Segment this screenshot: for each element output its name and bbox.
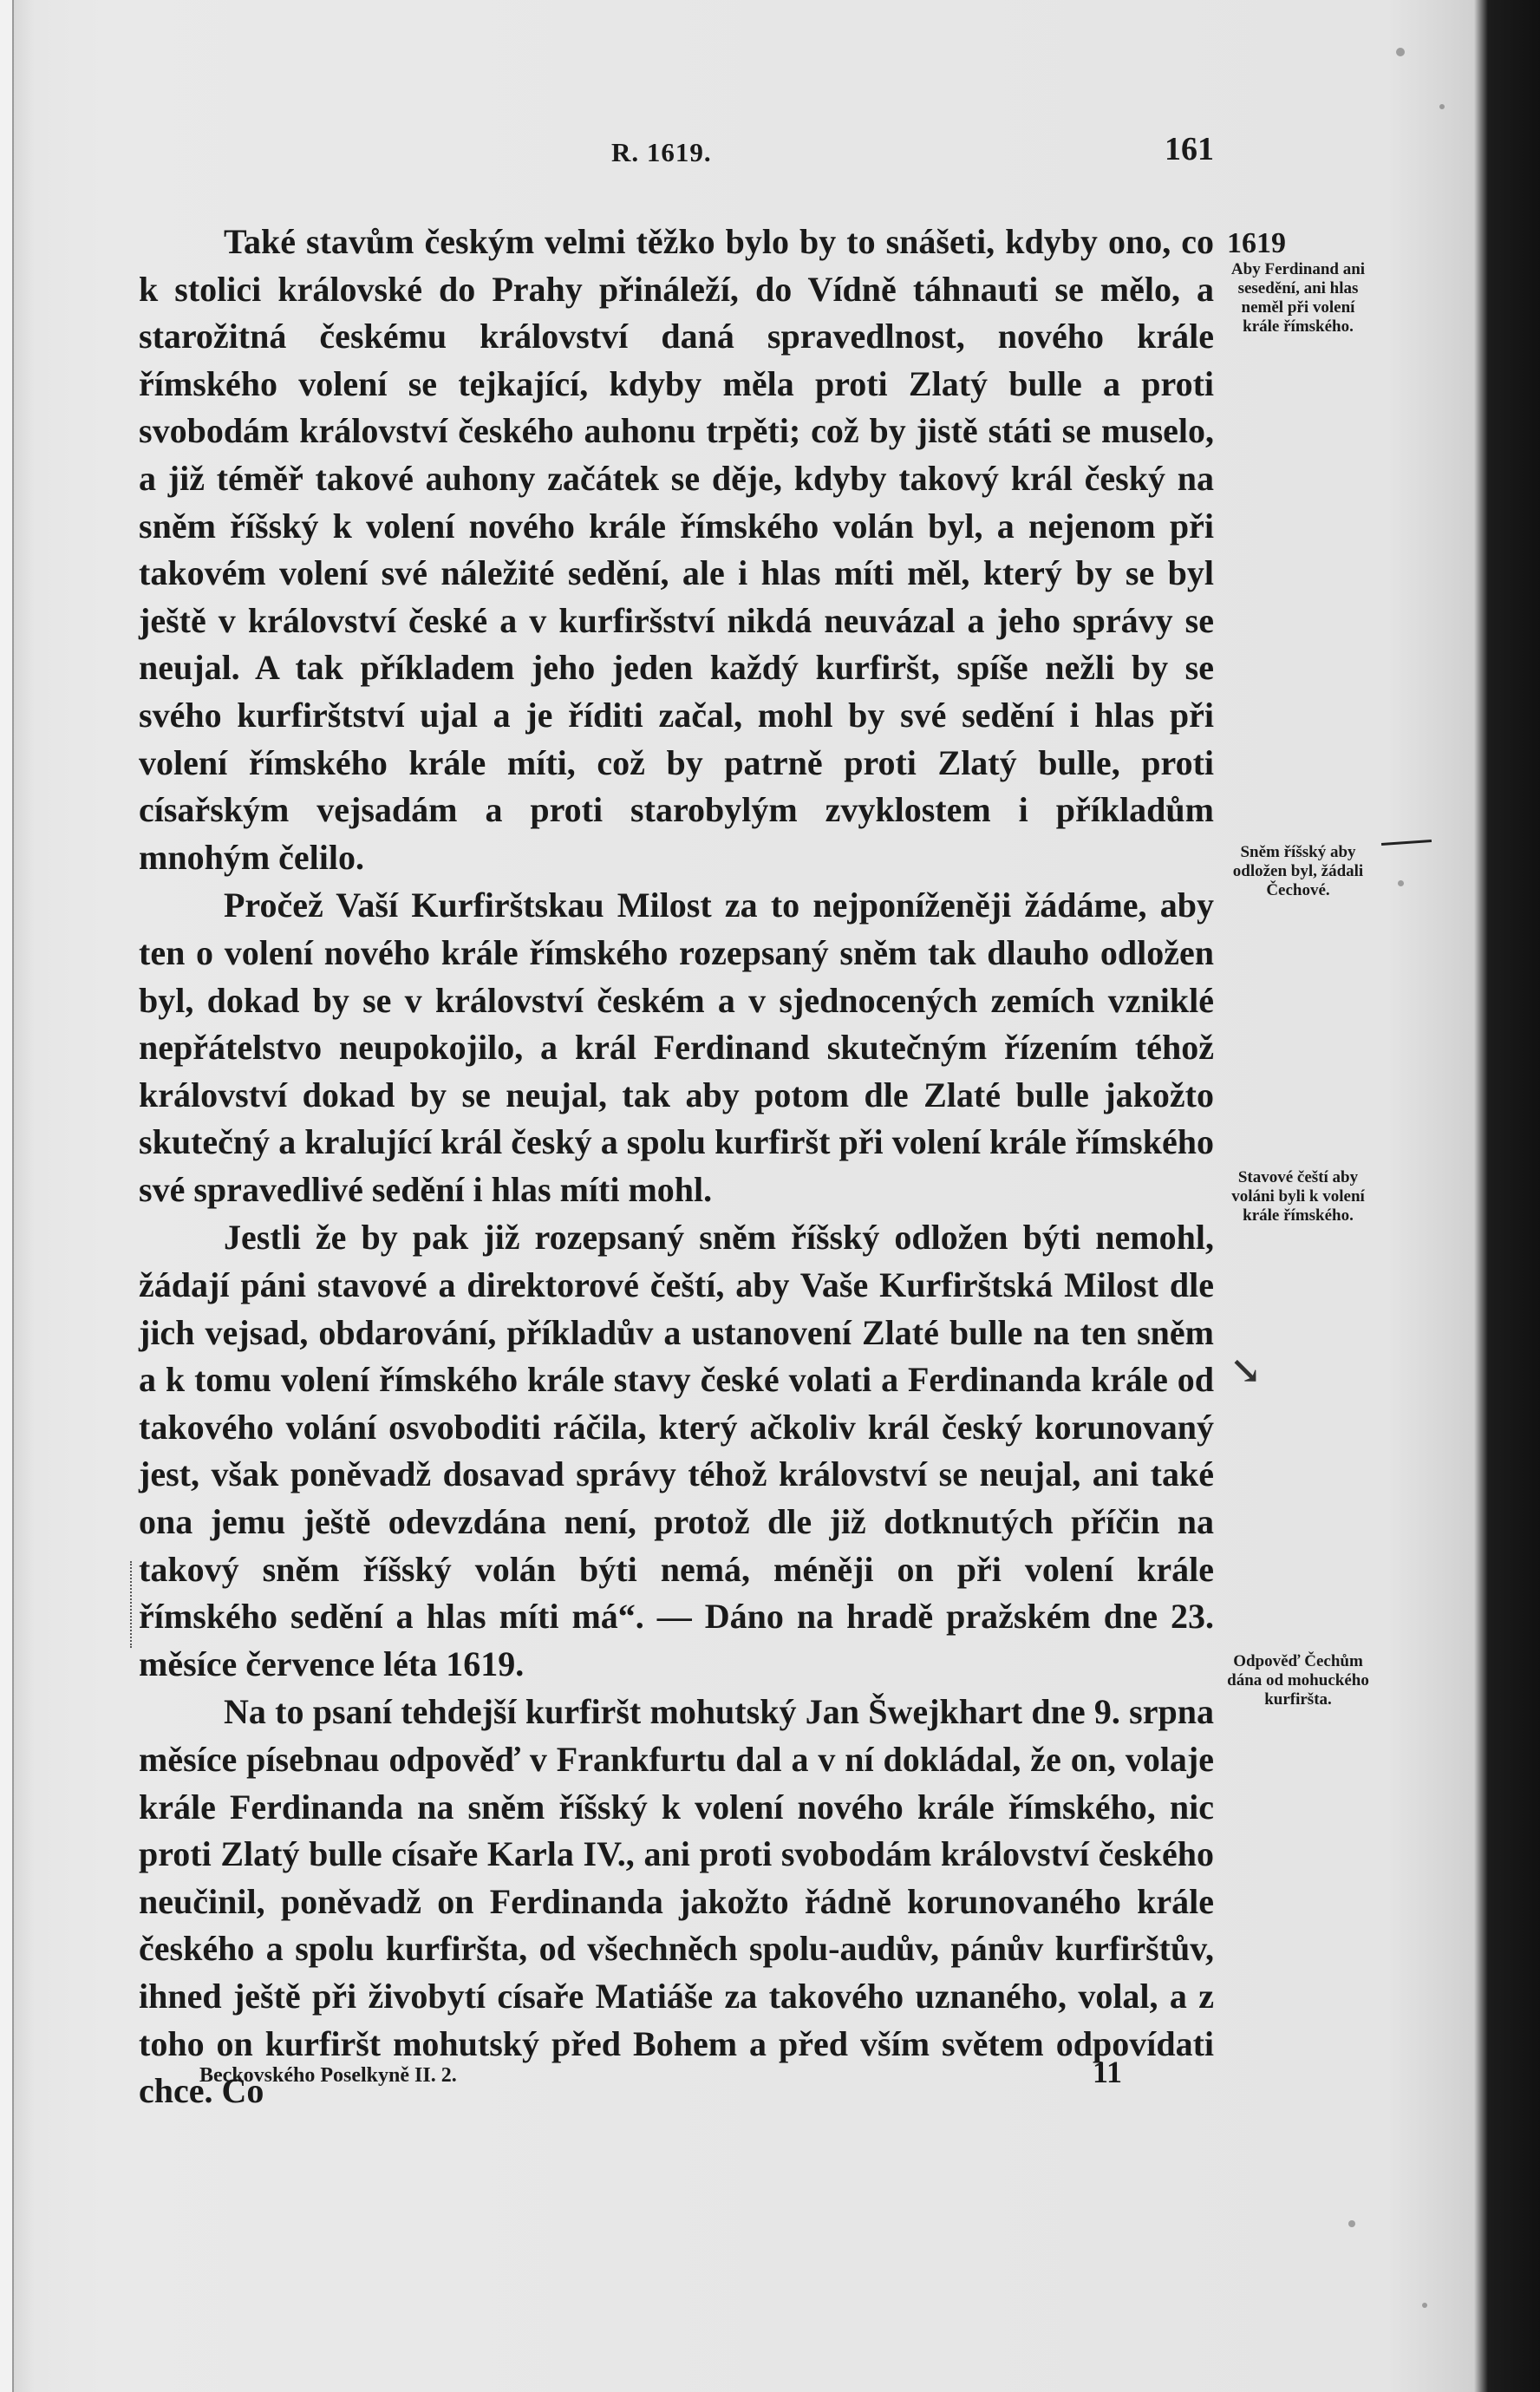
page-number: 161 xyxy=(1165,131,1214,167)
dust-speck xyxy=(1439,104,1445,109)
running-head: R. 1619. xyxy=(611,137,712,167)
page-header xyxy=(139,130,1214,182)
margin-year: 1619 xyxy=(1227,227,1286,259)
paragraph: Jestli že by pak již rozepsaný sněm říšský odložen býti nemohl, žádají páni stavové a direktorové čeští, aby Vaše Kurfirštská Milost dle jich vejsad, obdarování, příkladův a ustanovení Zlaté bulle na ten sněm a k tomu volení římského krále stavy české volati a Ferdinanda krále od takového volání osvoboditi ráčila, který ačkoliv král český korunovaný jest, však poněvadž dosavad správy téhož království se neujal, ani také ona jemu ještě odevzdána není, protož dle již dotknutých příčin na takový sněm říšský volán býti nemá, méněji on při volení krále římského sedění a hlas míti má“. — Dáno na hradě pražském dne 23. měsíce července léta 1619. xyxy=(139,1218,1214,1683)
page-footer xyxy=(199,2049,1214,2092)
handwritten-margin-mark xyxy=(130,1561,137,1648)
pencil-dash-mark xyxy=(1381,840,1432,846)
margin-note: Stavové čeští aby voláni byli k volení krále římského. xyxy=(1231,1168,1365,1225)
margin-note: Aby Ferdinand ani sesedění, ani hlas neměl při volení krále římského. xyxy=(1230,260,1366,336)
handwritten-arrow-icon: ↘ xyxy=(1230,1350,1262,1392)
page-left-edge xyxy=(0,0,14,2392)
paragraph: Pročež Vaší Kurfirštskau Milost za to nejponíženěji žádáme, aby ten o volení nového krále římského rozepsaný sněm tak dlauho odložen byl, dokad by se v království českém a v sjednocených zemích vzniklé nepřátelstvo neupokojilo, a král Ferdinand skutečným řízením téhož království dokad by se neujal, tak aby potom dle Zlaté bulle jakožto skutečný a kralující král český a spolu kurfiršt při volení krále římského své spravedlivé sedění i hlas míti mohl. xyxy=(139,886,1214,1209)
body-text xyxy=(139,219,1214,2115)
signature-number: 11 xyxy=(1093,2055,1123,2089)
paragraph: Také stavům českým velmi těžko bylo by to snášeti, kdyby ono, co k stolici královské do Prahy přináleží, do Vídně táhnauti se mělo, a starožitná českému království daná spravedlnost, nového krále římského volení se tejkající, kdyby měla proti Zlatý bulle a proti svobodám království českého auhonu trpěti; což by jistě státi se muselo, a již téměř takové auhony začátek se děje, kdyby takový král český na sněm říšský k volení nového krále římského volán byl, a nejenom při takovém volení své náležité sedění, ale i hlas míti měl, který by se byl ještě v království české a v kurfiršství nikdá neuvázal a jeho správy se neujal. A tak příkladem jeho jeden každý kurfiršt, spíše nežli by se svého kurfirštství ujal a je říditi začal, mohl by své sedění i hlas při volení římského krále míti, což by patrně proti Zlatý bulle, proti císařským vejsadám a proti starobylým zvyklostem i příkladům mnohým čelilo. xyxy=(139,222,1214,877)
margin-note: Sněm říšský aby odložen byl, žádali Čechové. xyxy=(1232,843,1364,899)
margin-note: Odpověď Čechům dána od mohuckého kurfiršta. xyxy=(1227,1652,1369,1709)
dust-speck xyxy=(1348,2220,1355,2227)
printer-signature: Beckovského Poselkyně II. 2. xyxy=(199,2064,457,2087)
paragraph: Na to psaní tehdejší kurfiršt mohutský Jan Šwejkhart dne 9. srpna měsíce písebnau odpověď v Frankfurtu dal a v ní dokládal, že on, volaje krále Ferdinanda na sněm říšský k volení nového krále římského, nic proti Zlatý bulle císaře Karla IV., ani proti svobodám království českého neučinil, poněvadž on Ferdinanda jakožto řádně korunovaného krále českého a spolu kurfiršta, od všechněch spolu-audův, pánův kurfirštův, ihned ještě při živobytí císaře Matiáše za takového uznaného, volal, a z toho on kurfiršt mohutský před Bohem a před vším světem odpovídati chce. Co xyxy=(139,1692,1214,2111)
dust-speck xyxy=(1398,880,1404,886)
dust-speck xyxy=(1422,2303,1427,2308)
dust-speck xyxy=(1396,48,1405,56)
